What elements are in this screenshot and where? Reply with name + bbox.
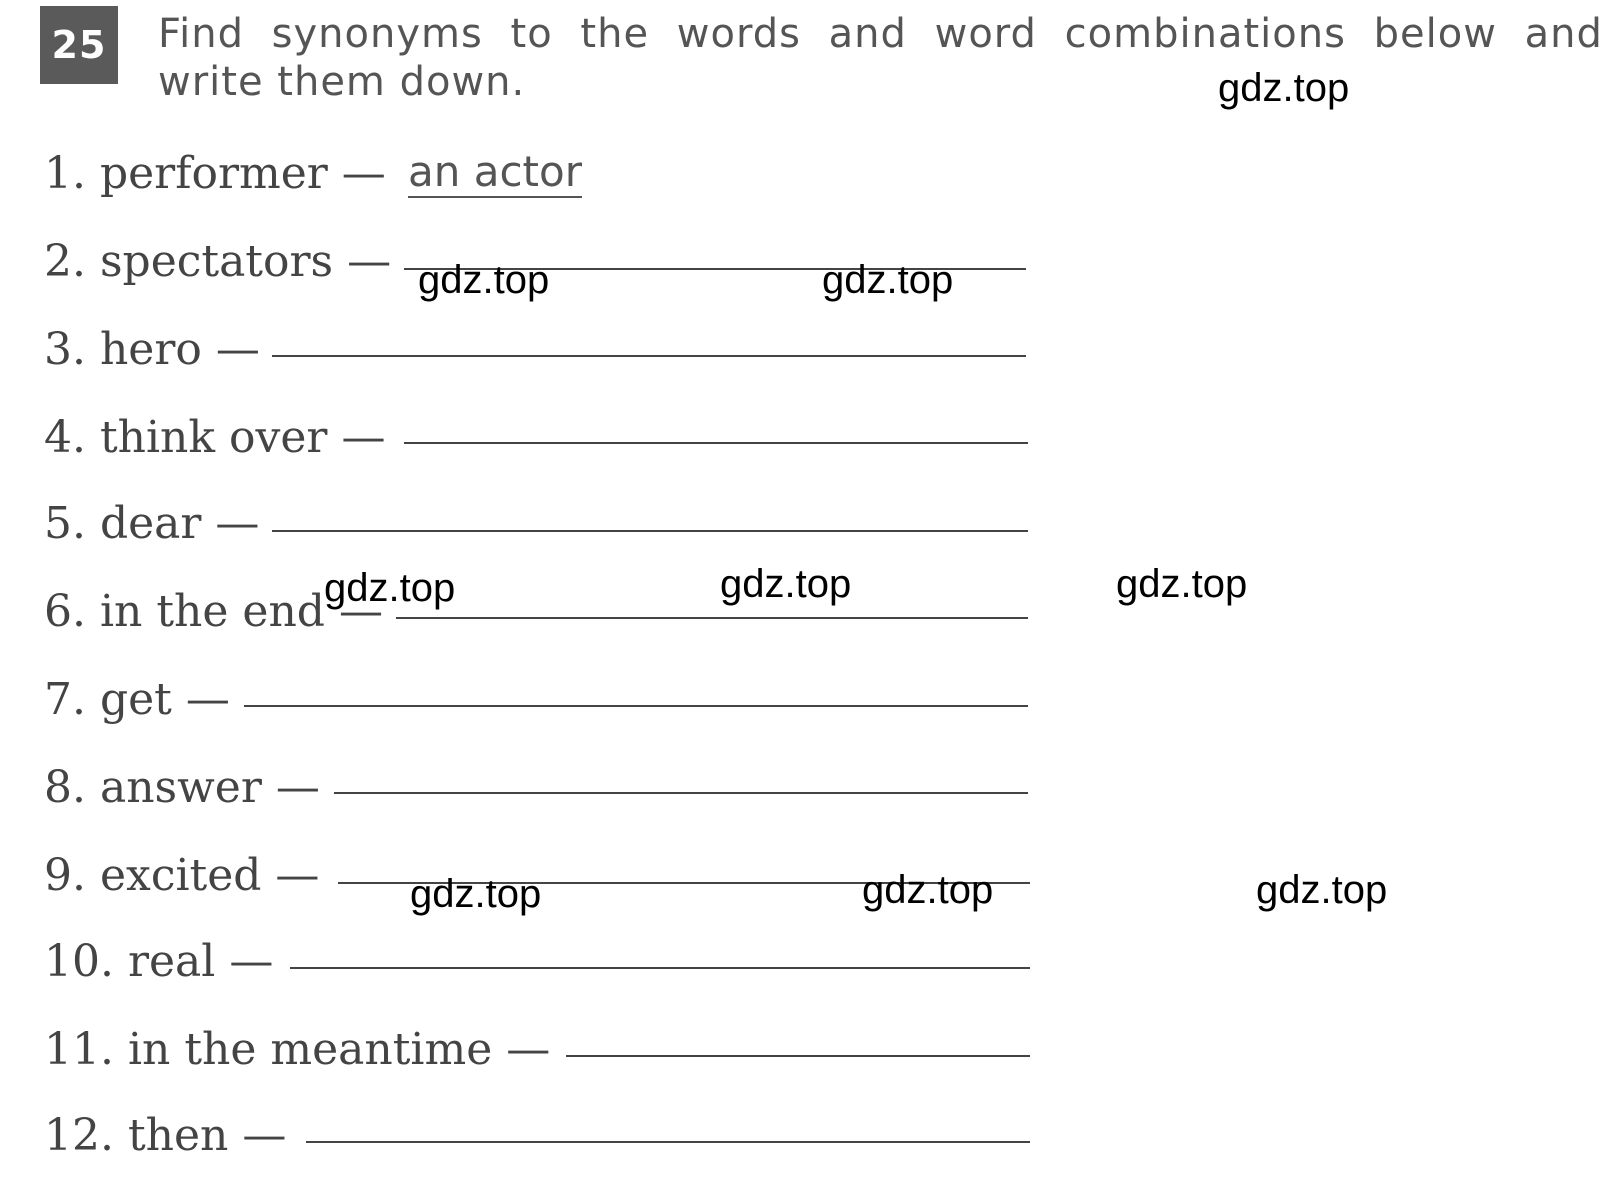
watermark-text: gdz.top (324, 566, 456, 610)
item-1-label: 1. performer — (44, 148, 386, 199)
item-6-label: 6. in the end — (44, 586, 383, 637)
item-2-label: 2. spectators — (44, 236, 392, 287)
item-11-answer-line[interactable] (566, 1055, 1030, 1057)
item-12-label: 12. then — (44, 1110, 287, 1161)
watermark-text: gdz.top (822, 258, 954, 302)
item-9-label: 9. excited — (44, 850, 320, 901)
item-5-label: 5. dear — (44, 498, 260, 549)
watermark-text: gdz.top (720, 562, 852, 606)
watermark-text: gdz.top (410, 872, 542, 916)
item-3-label: 3. hero — (44, 324, 260, 375)
instruction-line-2: write them down. (158, 59, 526, 105)
item-5-answer-line[interactable] (272, 530, 1028, 532)
exercise-number-badge (40, 6, 118, 84)
exercise-instruction (158, 10, 1603, 106)
watermark-text: gdz.top (1116, 562, 1248, 606)
item-4-answer-line[interactable] (404, 442, 1028, 444)
instruction-line-1: Find synonyms to the words and word combinations below and (158, 11, 1603, 57)
item-12-answer-line[interactable] (306, 1141, 1030, 1143)
watermark-text: gdz.top (1256, 868, 1388, 912)
item-8-label: 8. answer — (44, 762, 320, 813)
watermark-text: gdz.top (862, 868, 994, 912)
item-1-answer: an actor (408, 147, 582, 196)
item-4-label: 4. think over — (44, 412, 386, 463)
item-11-label: 11. in the meantime — (44, 1024, 551, 1075)
item-8-answer-line[interactable] (334, 792, 1028, 794)
item-3-answer-line[interactable] (272, 355, 1026, 357)
watermark-text: gdz.top (418, 258, 550, 302)
item-10-label: 10. real — (44, 936, 274, 987)
watermark-text: gdz.top (1218, 66, 1350, 110)
item-7-answer-line[interactable] (244, 705, 1028, 707)
exercise-number: 25 (51, 23, 107, 67)
item-6-answer-line[interactable] (396, 617, 1028, 619)
item-7-label: 7. get — (44, 674, 230, 725)
item-10-answer-line[interactable] (290, 967, 1030, 969)
